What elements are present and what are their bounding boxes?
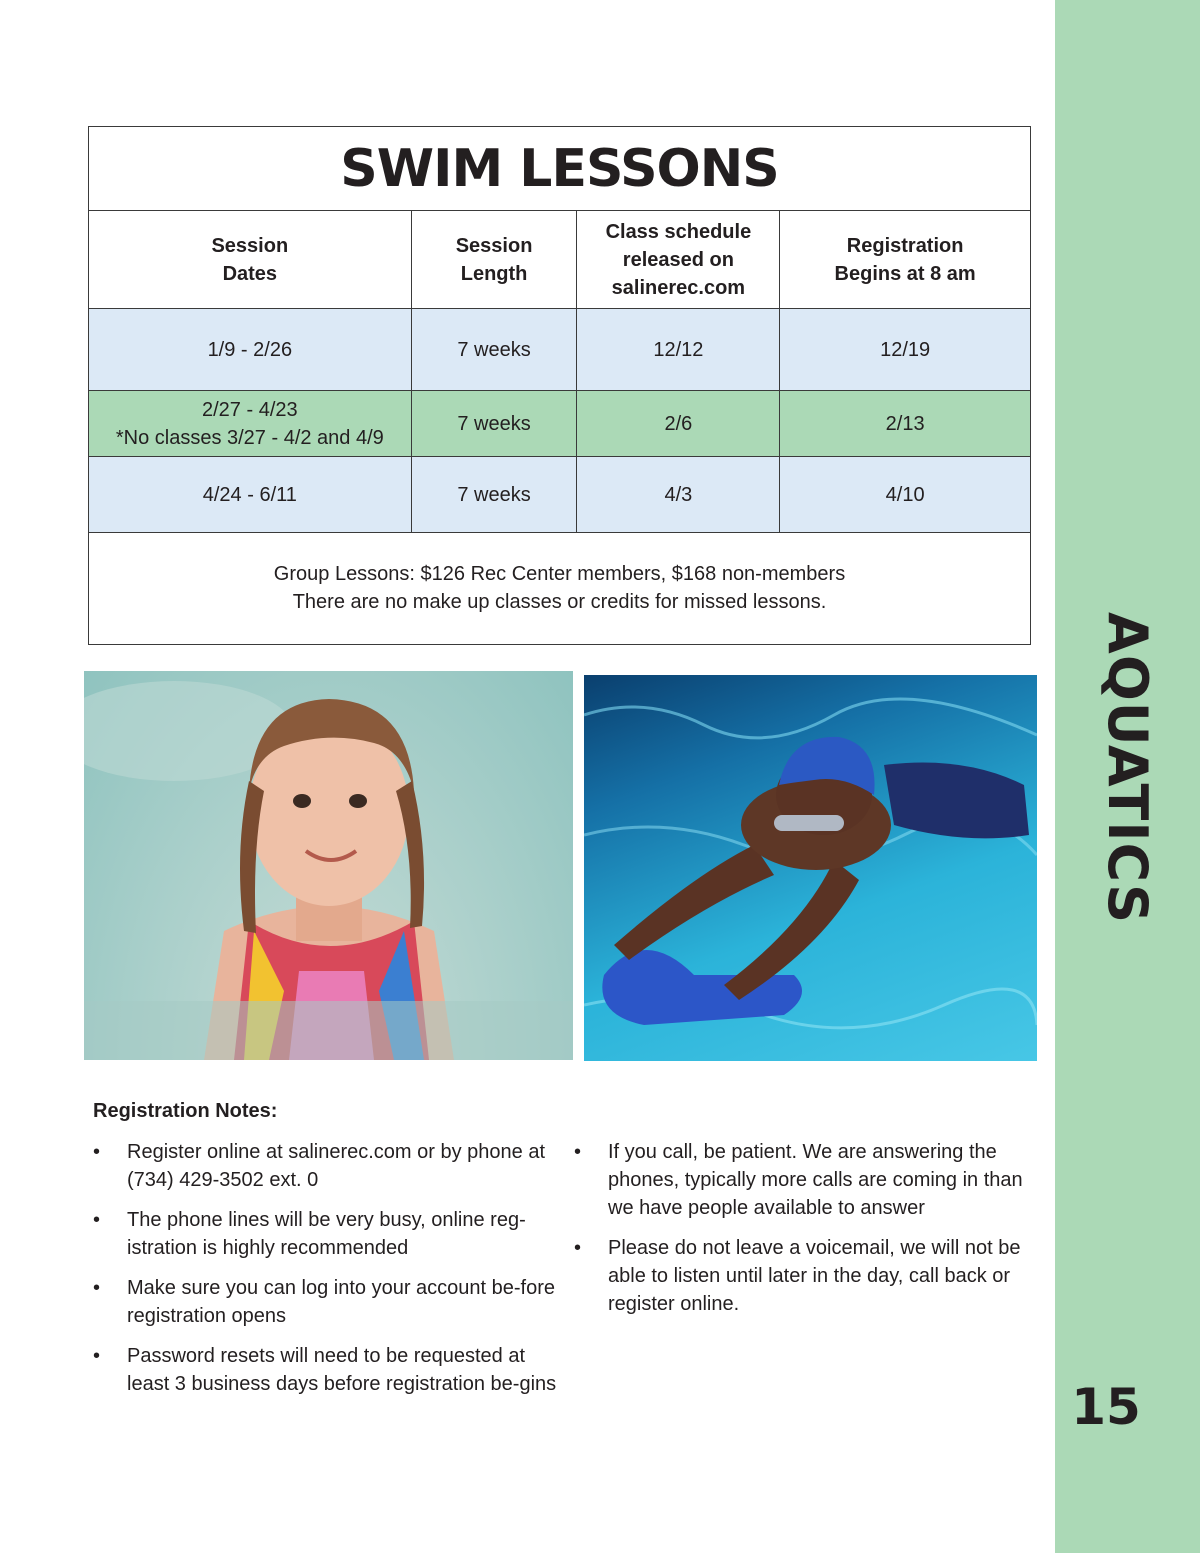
session-dates-cell: 4/24 - 6/11	[89, 457, 412, 532]
list-item: • Please do not leave a voicemail, we will not be able to listen until later in the day, call back or register online.	[574, 1234, 1036, 1318]
table-title-row	[89, 127, 1030, 211]
table-row	[89, 457, 1030, 533]
schedule-release-cell: 2/6	[577, 391, 780, 456]
registration-notes-right	[574, 1138, 1036, 1330]
section-label: AQUATICS	[1096, 612, 1159, 924]
girl-swimming-photo	[84, 671, 573, 1060]
list-item: • If you call, be patient. We are answering the phones, typically more calls are coming in than we have people available to answer	[574, 1138, 1036, 1222]
session-dates-cell: 2/27 - 4/23 *No classes 3/27 - 4/2 and 4/9	[89, 391, 412, 456]
schedule-release-cell: 12/12	[577, 309, 780, 390]
session-length-cell: 7 weeks	[412, 391, 578, 456]
boy-kickboard-photo	[584, 675, 1037, 1061]
registration-notes-title: Registration Notes:	[93, 1100, 278, 1122]
session-dates-cell: 1/9 - 2/26	[89, 309, 412, 390]
session-length-cell: 7 weeks	[412, 309, 578, 390]
pricing-line: Group Lessons: $126 Rec Center members, $168 non-members	[273, 563, 846, 585]
registration-date-cell: 4/10	[885, 483, 925, 506]
session-length-cell: 7 weeks	[412, 457, 578, 532]
registration-date-cell: 12/19	[880, 338, 931, 361]
list-item: • Password resets will need to be requested at least 3 business days before registration be-gins	[93, 1342, 563, 1398]
list-item: • Register online at salinerec.com or by phone at (734) 429-3502 ext. 0	[93, 1138, 563, 1194]
registration-notes-left	[93, 1138, 563, 1410]
boy-photo-illustration	[584, 675, 1037, 1061]
girl-photo-illustration	[84, 671, 573, 1060]
page-number: 15	[1071, 1378, 1141, 1436]
pricing-note	[89, 533, 1030, 643]
table-row	[89, 309, 1030, 391]
table-row	[89, 391, 1030, 457]
table-title: SWIM LESSONS	[340, 138, 779, 199]
schedule-release-cell: 4/3	[577, 457, 780, 532]
header-registration-begins: Registration Begins at 8 am	[834, 234, 976, 285]
list-item: • The phone lines will be very busy, online reg-istration is highly recommended	[93, 1206, 563, 1262]
makeup-policy-line: There are no make up classes or credits for missed lessons.	[292, 591, 827, 613]
registration-date-cell: 2/13	[885, 412, 925, 435]
header-session-length: Session Length	[412, 211, 578, 308]
header-session-dates: Session Dates	[89, 211, 412, 308]
swim-lessons-table	[88, 126, 1031, 645]
table-header-row	[89, 211, 1030, 309]
list-item: • Make sure you can log into your account be-fore registration opens	[93, 1274, 563, 1330]
header-schedule-release: Class schedule released on salinerec.com	[577, 211, 780, 308]
